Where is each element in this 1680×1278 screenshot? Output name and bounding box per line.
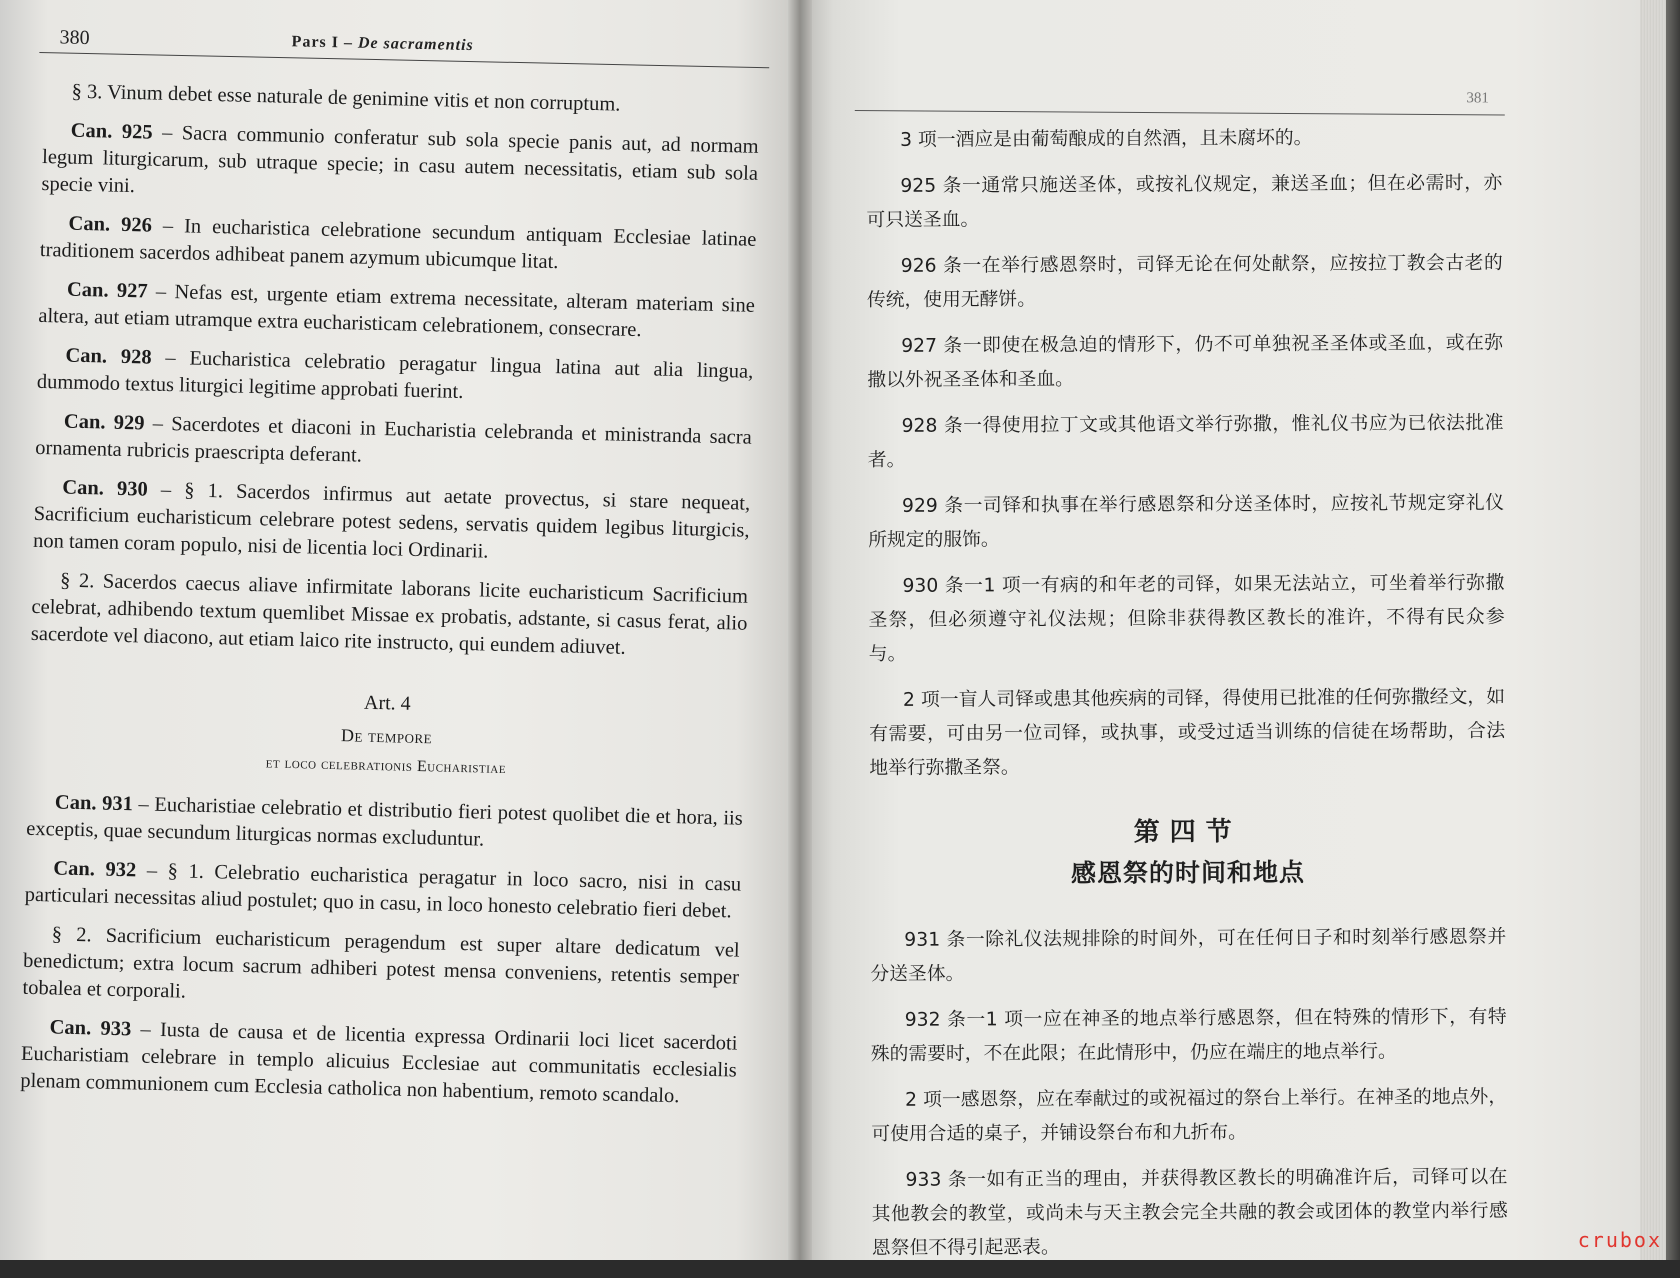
book-cover-edge <box>1666 0 1680 1260</box>
canon-paragraph: Can. 927 – Nefas est, urgente etiam extrema necessitate, alteram materiam sine altera, aut etiam utramque extra eucharisticam celebrationem, consecrare. <box>38 278 756 342</box>
section-title: 第四节 <box>1133 817 1242 848</box>
canon-paragraph-zh: 933 条一如有正当的理由，并获得教区教长的明确准许后，司铎可以在其他教会的教堂，或尚未与天主教会完全共融的教会或团体的教堂内举行感恩祭但不得引起恶表。 <box>871 1166 1508 1259</box>
left-page-body <box>20 78 760 1124</box>
canon-paragraph: Can. 933 – Iusta de causa et de licentia expressa Ordinarii loci licet sacerdoti Eucharistiam celebrare in templo alicuius Ecclesiae aut communitatis ecclesialis plenam communionem cum Ecclesia catholica non habentium, remoto scandalo. <box>20 1016 738 1108</box>
right-page-number: 381 <box>1466 90 1489 107</box>
book-spine <box>788 0 812 1260</box>
canon-paragraph: § 2. Sacrificium eucharisticum peragendum est super altare dedicatum vel benedictum; extra locum sacrum adhiberi potest mensa conveniens, retentis semper tobalea et corporali. <box>22 923 740 1003</box>
canon-paragraph-zh: 925 条一通常只施送圣体，或按礼仪规定，兼送圣血；但在必需时，亦可只送圣血。 <box>866 172 1503 231</box>
article-title-line2: et loco celebrationis Eucharistiae <box>265 754 507 778</box>
canon-paragraph-zh: 930 条一1 项一有病的和年老的司铎，如果无法站立，可坐着举行弥撒圣祭，但必须遵守礼仪法规；但除非获得教区教长的准许，不得有民众参与。 <box>868 572 1505 665</box>
canon-paragraph-zh: 2 项一感恩祭，应在奉献过的或祝福过的祭台上举行。在神圣的地点外，可使用合适的桌子，并铺设祭台布和九折布。 <box>871 1086 1508 1145</box>
canon-paragraph: Can. 926 – In eucharistica celebratione secundum antiquam Ecclesiae latinae traditionem sacerdos adhibeat panem azymum ubicumque litat. <box>39 212 757 274</box>
section-subtitle: 感恩祭的时间和地点 <box>1070 857 1305 888</box>
article-title-line1: De tempore <box>340 725 433 748</box>
canon-paragraph-zh: 932 条一1 项一应在神圣的地点举行感恩祭，但在特殊的情形下，有特殊的需要时，不在此限；在此情形中，仍应在端庄的地点举行。 <box>870 1006 1507 1065</box>
canon-paragraph: Can. 932 – § 1. Celebratio eucharistica peragatur in loco sacro, nisi in casu particulari necessitas aliud postulet; quo in casu, in loco honesto celebratio fieri debet. <box>24 857 742 923</box>
canon-paragraph-zh: 929 条一司铎和执事在举行感恩祭和分送圣体时，应按礼节规定穿礼仪所规定的服饰。 <box>868 492 1505 551</box>
canon-paragraph-zh: 927 条一即使在极急迫的情形下，仍不可单独祝圣圣体或圣血，或在弥撒以外祝圣圣体和圣血。 <box>867 332 1504 391</box>
left-page-number: 380 <box>59 26 90 50</box>
watermark-text: crubox <box>1577 1228 1662 1252</box>
canon-paragraph: Can. 930 – § 1. Sacerdos infirmus aut aetate provectus, si stare nequeat, Sacrificium eucharisticum celebrare potest sedens, servatis quidem legibus liturgicis, non tamen coram populo, nisi de licentia loci Ordinarii. <box>32 476 751 563</box>
canon-paragraph: Can. 931 – Eucharistiae celebratio et distributio fieri potest quolibet die et hora, iis exceptis, quae secundum liturgicas normas excluduntur. <box>26 791 744 851</box>
right-running-head <box>855 80 1505 116</box>
canon-paragraph-zh: 928 条一得使用拉丁文或其他语文举行弥撒，惟礼仪书应为已依法批准者。 <box>867 412 1504 471</box>
left-running-title: Pars I – De sacramentis <box>291 33 474 55</box>
article-number: Art. 4 <box>363 691 411 715</box>
canon-paragraph: § 3. Vinum debet esse naturale de genimine vitis et non corruptum. <box>71 80 621 116</box>
canon-paragraph: Can. 928 – Eucharistica celebratio peragatur lingua latina aut alia lingua, dummodo textus liturgici legitime approbati fuerint. <box>36 344 754 403</box>
canon-paragraph-zh: 931 条一除礼仪法规排除的时间外，可在任何日子和时刻举行感恩祭并分送圣体。 <box>870 926 1507 985</box>
canon-paragraph: Can. 929 – Sacerdotes et diaconi in Eucharistia celebranda et ministranda sacra ornamenta rubricis praescripta deferant. <box>35 410 752 467</box>
right-page-body <box>866 121 1508 1278</box>
canon-paragraph-zh: 926 条一在举行感恩祭时，司铎无论在何处献祭，应按拉丁教会古老的传统，使用无酵饼。 <box>866 252 1503 311</box>
canon-paragraph: § 2. Sacerdos caecus aliave infirmitate laborans licite eucharisticum Sacrificium celebrat, adhibendo textum quemlibet Missae ex probatis, adstante, si casus ferat, alio sacerdote vel diacono, aut etiam laico rite instructo, qui eundem adiuvet. <box>30 569 749 659</box>
canon-paragraph-zh: 2 项一盲人司铎或患其他疾病的司铎，得使用已批准的任何弥撒经文，如有需要，可由另一位司铎，或执事，或受过适当训练的信徒在场帮助，合法地举行弥撒圣祭。 <box>869 686 1506 779</box>
canon-paragraph: Can. 925 – Sacra communio conferatur sub sola specie panis aut, ad normam legum liturgicarum, sub utraque specie; in casu autem necessitatis, etiam sub sola specie vini. <box>41 119 759 198</box>
canon-paragraph-zh: 3 项一酒应是由葡萄酿成的自然酒，且未腐坏的。 <box>900 127 1313 151</box>
